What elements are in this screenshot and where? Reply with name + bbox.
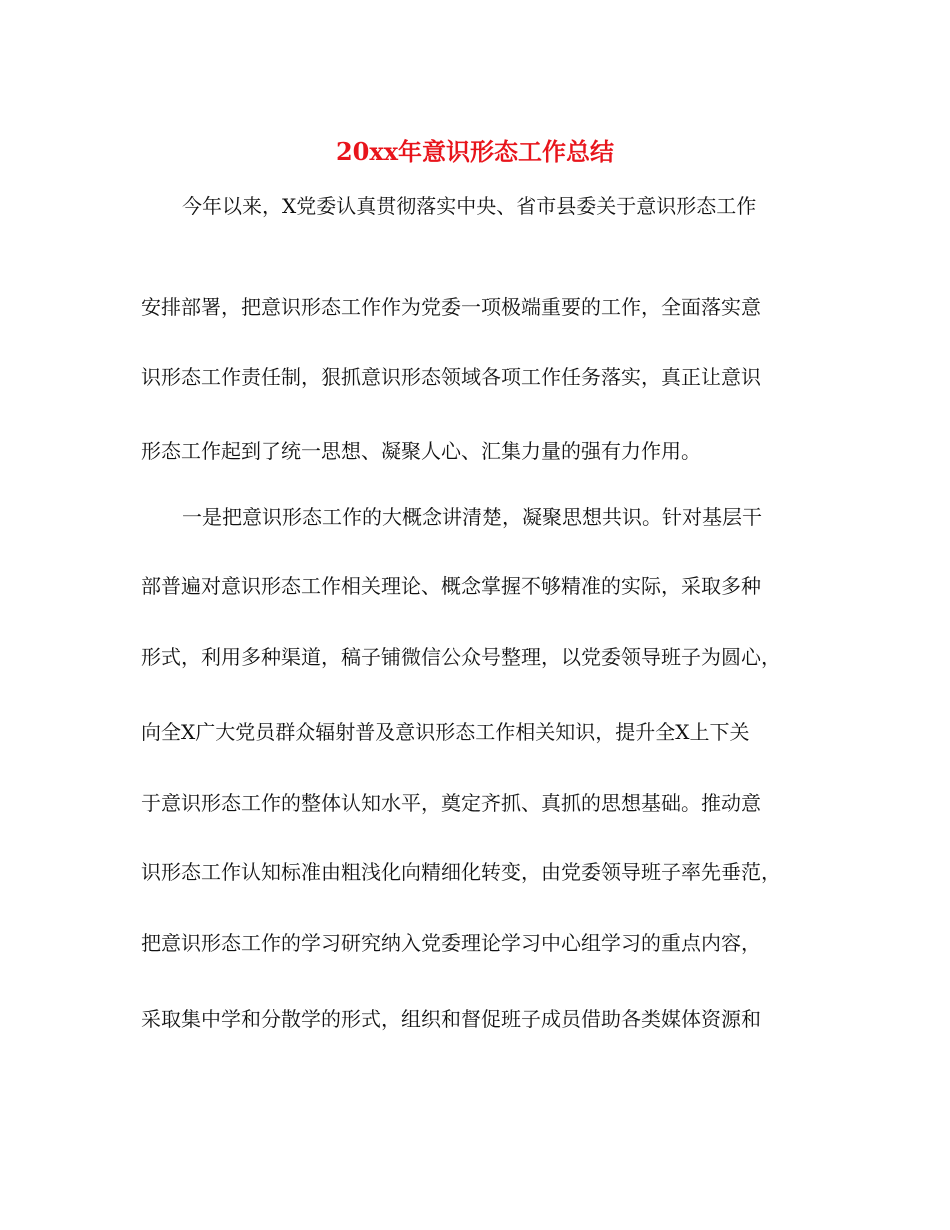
paragraph-line: 向全X广大党员群众辐射普及意识形态工作相关知识，提升全X上下关 <box>141 720 750 744</box>
paragraph-line: 今年以来，X党委认真贯彻落实中央、省市县委关于意识形态工作 <box>182 194 757 218</box>
paragraph-line: 把意识形态工作的学习研究纳入党委理论学习中心组学习的重点内容， <box>141 931 761 955</box>
paragraph-line: 形态工作起到了统一思想、凝聚人心、汇集力量的强有力作用。 <box>141 439 701 463</box>
paragraph-line: 部普遍对意识形态工作相关理论、概念掌握不够精准的实际，采取多种 <box>141 574 761 598</box>
paragraph-line: 识形态工作认知标准由粗浅化向精细化转变，由党委领导班子率先垂范， <box>141 860 781 884</box>
paragraph-line: 于意识形态工作的整体认知水平，奠定齐抓、真抓的思想基础。推动意 <box>141 791 761 815</box>
paragraph-line: 一是把意识形态工作的大概念讲清楚，凝聚思想共识。针对基层干 <box>182 505 762 529</box>
paragraph-line: 安排部署，把意识形态工作作为党委一项极端重要的工作，全面落实意 <box>141 295 761 319</box>
paragraph-line: 采取集中学和分散学的形式，组织和督促班子成员借助各类媒体资源和 <box>141 1007 761 1031</box>
document-title: 20xx年意识形态工作总结 <box>335 137 614 166</box>
paragraph-line: 识形态工作责任制，狠抓意识形态领域各项工作任务落实，真正让意识 <box>141 365 761 389</box>
paragraph-line: 形式，利用多种渠道，稿子铺微信公众号整理，以党委领导班子为圆心， <box>141 645 781 669</box>
